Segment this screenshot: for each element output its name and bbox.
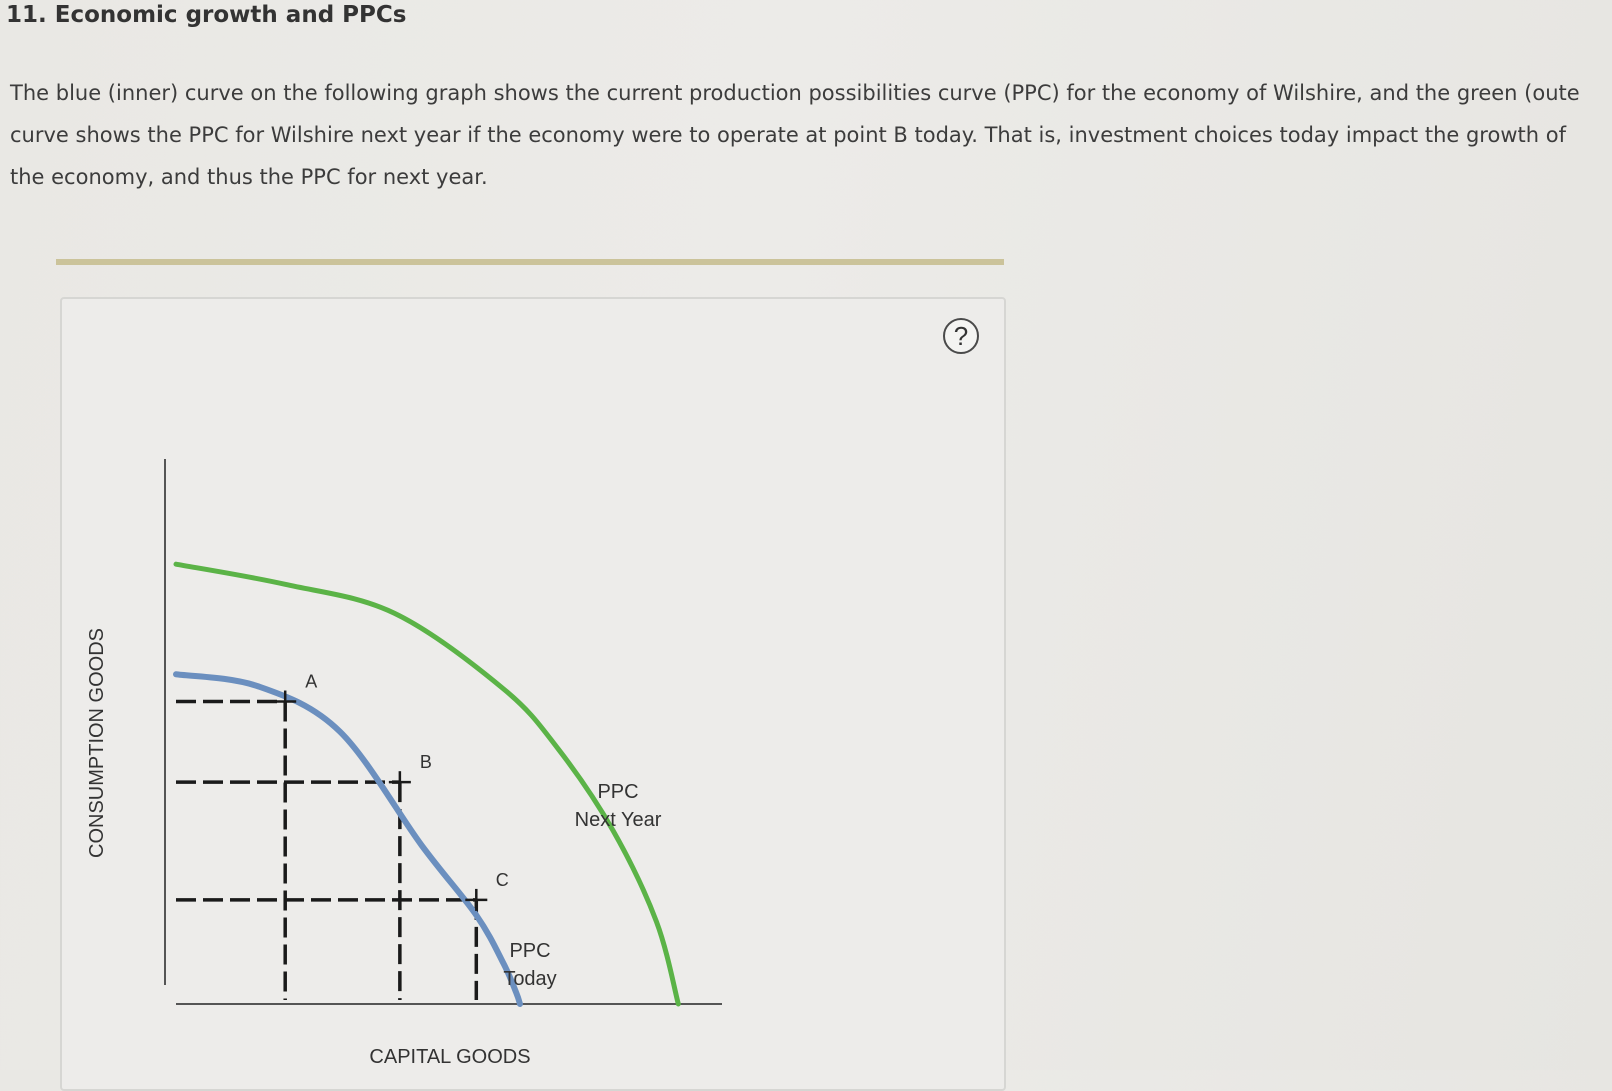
point-label-c: C — [495, 869, 509, 890]
guide-lines — [176, 702, 476, 1000]
labels — [86, 628, 662, 1068]
help-button[interactable]: ? — [943, 318, 979, 354]
x-axis-label: CAPITAL GOODS — [369, 1046, 531, 1068]
series-label-ppc-next-year-line1: PPC — [597, 781, 639, 803]
question-text-line: The blue (inner) curve on the following graph shows the current production possibilities curve (PPC) for the economy of Wilshire, and the green (oute — [10, 81, 1580, 105]
question-title: 11. Economic growth and PPCs — [6, 2, 407, 28]
point-label-a: A — [305, 671, 318, 692]
question-text-line: the economy, and thus the PPC for next year. — [10, 165, 488, 189]
series-label-ppc-today-line1: PPC — [509, 940, 551, 962]
series-label-ppc-today-line2: Today — [503, 968, 557, 990]
y-axis-label: CONSUMPTION GOODS — [86, 627, 108, 859]
question-text-line: curve shows the PPC for Wilshire next year if the economy were to operate at point B today. That is, investment choices today impact the growth of — [10, 123, 1566, 147]
point-label-b: B — [419, 752, 432, 773]
curve-ppc-today — [176, 671, 520, 1004]
series-label-ppc-next-year-line2: Next Year — [574, 809, 662, 831]
